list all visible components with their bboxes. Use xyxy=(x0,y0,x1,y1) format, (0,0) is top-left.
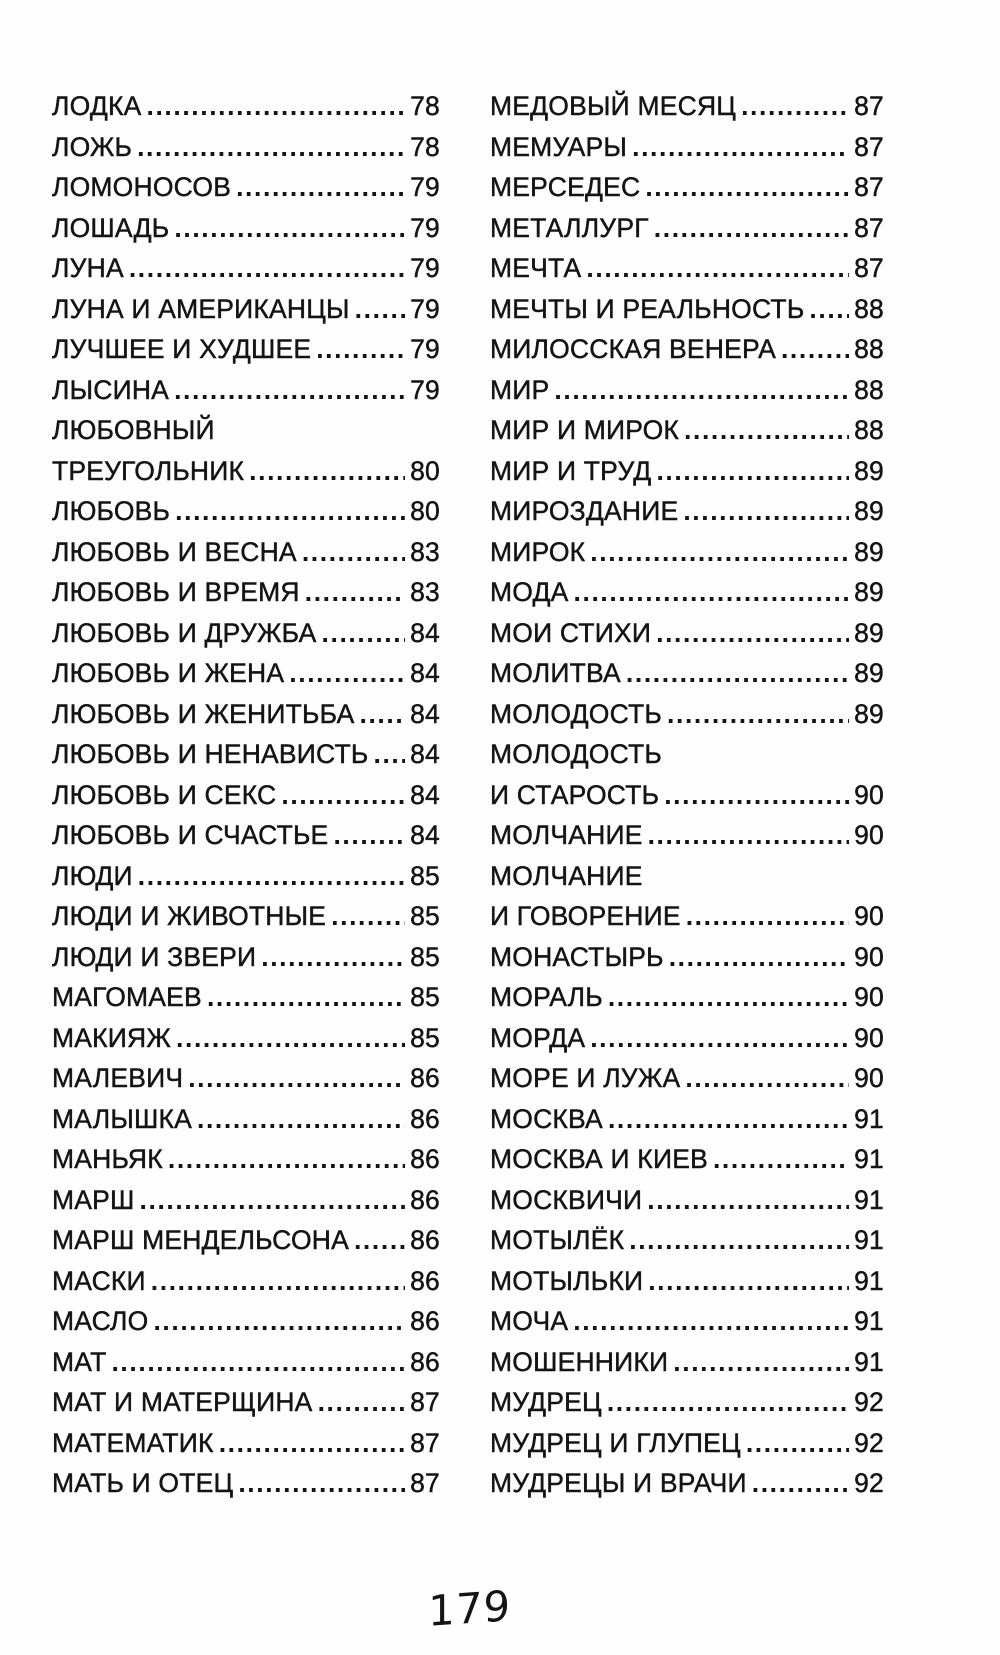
toc-dot-leader xyxy=(236,167,405,208)
toc-dot-leader xyxy=(137,127,405,168)
toc-entry-page: 89 xyxy=(854,617,884,648)
toc-dot-leader xyxy=(302,532,405,573)
toc-entry-title: МЕМУАРЫ xyxy=(490,131,628,162)
toc-entry-page: 87 xyxy=(854,172,884,202)
page-number: 179 xyxy=(428,1581,512,1636)
toc-entry xyxy=(490,208,884,249)
toc-entry-title: МОЛИТВА xyxy=(490,658,621,688)
toc-entry-page: 91 xyxy=(854,1103,884,1134)
toc-entry-title: ЛЮДИ xyxy=(52,860,133,891)
toc-entry-title: И ГОВОРЕНИЕ xyxy=(490,901,681,931)
toc-dot-leader xyxy=(667,694,849,735)
toc-entry-page: 84 xyxy=(410,617,440,648)
toc-entry-page: 85 xyxy=(410,1022,440,1053)
toc-dot-leader xyxy=(684,410,849,451)
toc-dot-leader xyxy=(648,1261,849,1302)
toc-entry-page: 87 xyxy=(854,212,884,243)
toc-entry-page: 84 xyxy=(410,820,440,850)
toc-entry xyxy=(490,1180,884,1221)
toc-entry-title: ЛОЖЬ xyxy=(52,131,133,162)
toc-dot-leader xyxy=(249,451,405,492)
toc-entry xyxy=(490,775,884,816)
toc-dot-leader xyxy=(686,896,849,937)
toc-entry-title: МАРШ МЕНДЕЛЬСОНА xyxy=(52,1225,349,1255)
toc-dot-leader xyxy=(554,370,849,411)
toc-entry xyxy=(52,1180,440,1221)
toc-entry-title: МОСКВА xyxy=(490,1103,603,1134)
toc-dot-leader xyxy=(316,329,405,370)
toc-entry-page: 89 xyxy=(854,698,884,729)
toc-entry xyxy=(490,1139,884,1180)
toc-entry xyxy=(490,248,884,289)
toc-entry-page: 88 xyxy=(854,293,884,324)
toc-dot-leader xyxy=(656,451,849,492)
toc-entry xyxy=(52,694,440,735)
toc-entry-page: 89 xyxy=(854,658,884,688)
toc-entry-page: 78 xyxy=(410,131,440,162)
toc-entry-page: 90 xyxy=(854,1063,884,1093)
toc-column-right xyxy=(490,86,884,1504)
toc-entry-title: МОЧА xyxy=(490,1306,569,1336)
toc-entry-title: МИР И ТРУД xyxy=(490,455,652,486)
toc-entry xyxy=(490,86,884,127)
toc-entry xyxy=(490,613,884,654)
toc-entry xyxy=(52,856,440,897)
toc-entry xyxy=(52,370,440,411)
toc-entry xyxy=(490,127,884,168)
toc-entry-page: 90 xyxy=(854,941,884,972)
toc-entry xyxy=(52,451,440,492)
toc-entry-title: ЛЮДИ И ЖИВОТНЫЕ xyxy=(52,901,327,931)
toc-entry-title: МАЛЫШКА xyxy=(52,1103,192,1134)
toc-entry xyxy=(52,775,440,816)
toc-entry xyxy=(490,856,884,897)
toc-entry-page: 87 xyxy=(410,1468,440,1498)
toc-entry-page: 89 xyxy=(854,577,884,607)
toc-entry-title: МЕТАЛЛУРГ xyxy=(490,212,649,243)
toc-dot-leader xyxy=(318,1382,405,1423)
toc-entry xyxy=(490,289,884,330)
toc-entry xyxy=(490,370,884,411)
toc-entry-title: И СТАРОСТЬ xyxy=(490,779,660,810)
toc-dot-leader xyxy=(683,491,849,532)
toc-entry-page: 91 xyxy=(854,1225,884,1255)
toc-entry-title: ЛЮБОВЬ И СЧАСТЬЕ xyxy=(52,820,329,850)
toc-dot-leader xyxy=(645,167,849,208)
toc-entry-title: МУДРЕЦЫ И ВРАЧИ xyxy=(490,1468,747,1498)
toc-entry xyxy=(490,977,884,1018)
toc-dot-leader xyxy=(648,815,849,856)
toc-entry xyxy=(490,491,884,532)
toc-dot-leader xyxy=(238,1463,405,1504)
toc-entry xyxy=(52,1058,440,1099)
toc-entry-page: 79 xyxy=(410,172,440,202)
toc-entry-title: МУДРЕЦ xyxy=(490,1387,602,1417)
toc-entry-title: МОТЫЛЁК xyxy=(490,1225,625,1255)
toc-entry-title: ЛОШАДЬ xyxy=(52,212,170,243)
toc-dot-leader xyxy=(608,1099,849,1140)
toc-dot-leader xyxy=(647,1180,849,1221)
toc-entry xyxy=(52,248,440,289)
toc-dot-leader xyxy=(629,1220,849,1261)
toc-entry xyxy=(52,977,440,1018)
toc-entry-title: ЛЮБОВЬ И НЕНАВИСТЬ xyxy=(52,739,369,769)
toc-entry xyxy=(52,329,440,370)
toc-entry-title: ЛЮБОВЬ И ДРУЖБА xyxy=(52,617,317,648)
toc-entry xyxy=(52,572,440,613)
toc-entry-page: 88 xyxy=(854,415,884,445)
toc-entry-page: 88 xyxy=(854,374,884,405)
toc-dot-leader xyxy=(656,613,849,654)
toc-entry-page: 86 xyxy=(410,1225,440,1255)
toc-dot-leader xyxy=(175,491,405,532)
toc-entry-title: МОИ СТИХИ xyxy=(490,617,652,648)
toc-entry-page: 91 xyxy=(854,1265,884,1296)
toc-entry-page: 85 xyxy=(410,901,440,931)
toc-dot-leader xyxy=(590,1018,849,1059)
toc-entry xyxy=(52,653,440,694)
toc-entry-title: МОСКВИЧИ xyxy=(490,1184,643,1215)
toc-entry xyxy=(52,208,440,249)
toc-entry-title: ЛУЧШЕЕ И ХУДШЕЕ xyxy=(52,334,312,364)
toc-entry xyxy=(490,1058,884,1099)
toc-entry-page: 79 xyxy=(410,334,440,364)
toc-entry xyxy=(52,532,440,573)
toc-dot-leader xyxy=(746,1423,849,1464)
toc-dot-leader xyxy=(586,248,849,289)
toc-entry-page: 84 xyxy=(410,779,440,810)
toc-entry-page: 79 xyxy=(410,293,440,324)
toc-dot-leader xyxy=(207,977,405,1018)
toc-entry xyxy=(52,1220,440,1261)
toc-dot-leader xyxy=(140,1180,405,1221)
toc-entry-title: МОРДА xyxy=(490,1022,586,1053)
toc-entry-page: 86 xyxy=(410,1346,440,1377)
toc-entry-title: МАТ И МАТЕРЩИНА xyxy=(52,1387,313,1417)
toc-dot-leader xyxy=(573,1301,849,1342)
toc-entry-page: 89 xyxy=(854,455,884,486)
toc-entry-title: ЛЮБОВЬ И СЕКС xyxy=(52,779,277,810)
toc-dot-leader xyxy=(331,896,405,937)
toc-dot-leader xyxy=(673,1342,849,1383)
toc-entry-title: МАТ xyxy=(52,1346,107,1377)
toc-entry-title: МАКИЯЖ xyxy=(52,1022,172,1053)
toc-entry-page: 83 xyxy=(410,577,440,607)
toc-entry-page: 90 xyxy=(854,982,884,1012)
toc-entry-page: 92 xyxy=(854,1387,884,1417)
toc-entry-title: ЛУНА xyxy=(52,253,124,283)
toc-entry-page: 87 xyxy=(410,1427,440,1458)
toc-entry xyxy=(490,1301,884,1342)
toc-entry xyxy=(52,167,440,208)
toc-entry xyxy=(52,1301,440,1342)
toc-entry xyxy=(52,86,440,127)
toc-entry-title: МОДА xyxy=(490,577,569,607)
toc-dot-leader xyxy=(354,1220,405,1261)
toc-entry-title: МИРОЗДАНИЕ xyxy=(490,496,679,526)
toc-dot-leader xyxy=(669,937,849,978)
toc-entry-title: МОРАЛЬ xyxy=(490,982,603,1012)
toc-entry xyxy=(490,329,884,370)
toc-dot-leader xyxy=(153,1301,405,1342)
toc-entry xyxy=(490,167,884,208)
toc-entry xyxy=(52,289,440,330)
toc-entry xyxy=(490,1018,884,1059)
toc-entry-page: 79 xyxy=(410,374,440,405)
toc-entry xyxy=(52,1342,440,1383)
toc-entry xyxy=(52,1018,440,1059)
toc-entry xyxy=(490,653,884,694)
toc-dot-leader xyxy=(174,370,405,411)
toc-dot-leader xyxy=(654,208,849,249)
toc-entry-page: 92 xyxy=(854,1468,884,1498)
toc-entry-page: 85 xyxy=(410,982,440,1012)
toc-dot-leader xyxy=(138,856,405,897)
toc-entry-title: ЛЮБОВЬ xyxy=(52,496,171,526)
toc-entry-page: 87 xyxy=(410,1387,440,1417)
toc-dot-leader xyxy=(713,1139,849,1180)
toc-entry-page: 86 xyxy=(410,1265,440,1296)
toc-entry xyxy=(52,1261,440,1302)
toc-dot-leader xyxy=(809,289,849,330)
toc-entry-page: 87 xyxy=(854,253,884,283)
toc-entry-page: 86 xyxy=(410,1103,440,1134)
toc-entry-page: 91 xyxy=(854,1306,884,1336)
toc-entry-page: 79 xyxy=(410,253,440,283)
toc-dot-leader xyxy=(322,613,405,654)
toc-entry-page: 85 xyxy=(410,941,440,972)
toc-entry-title: МОНАСТЫРЬ xyxy=(490,941,664,972)
toc-entry-title: МОШЕННИКИ xyxy=(490,1346,669,1377)
toc-entry-title: МОЛЧАНИЕ xyxy=(490,820,643,850)
toc-entry xyxy=(52,734,440,775)
toc-entry-page: 84 xyxy=(410,739,440,769)
toc-entry-title: МОТЫЛЬКИ xyxy=(490,1265,644,1296)
toc-entry-title: МОЛОДОСТЬ xyxy=(490,698,663,729)
toc-entry-title: ЛЮБОВНЫЙ xyxy=(52,415,215,445)
toc-dot-leader xyxy=(374,734,406,775)
toc-entry-page: 84 xyxy=(410,698,440,729)
toc-entry-page: 90 xyxy=(854,779,884,810)
toc-dot-leader xyxy=(289,653,405,694)
toc-entry-page: 85 xyxy=(410,860,440,891)
toc-entry-title: ЛОДКА xyxy=(52,91,142,121)
toc-entry xyxy=(52,1463,440,1504)
toc-entry xyxy=(490,1463,884,1504)
toc-dot-leader xyxy=(608,977,849,1018)
toc-entry xyxy=(490,896,884,937)
toc-entry xyxy=(52,410,440,451)
toc-entry-page: 91 xyxy=(854,1346,884,1377)
toc-entry-title: МЕДОВЫЙ МЕСЯЦ xyxy=(490,91,737,121)
toc-entry-title: ЛЮБОВЬ И ВЕСНА xyxy=(52,536,297,567)
toc-dot-leader xyxy=(685,1058,849,1099)
toc-entry xyxy=(490,1382,884,1423)
toc-entry-title: МИР И МИРОК xyxy=(490,415,680,445)
toc-entry-title: ЛЮБОВЬ И ЖЕНА xyxy=(52,658,285,688)
toc-entry-title: МАТЬ И ОТЕЦ xyxy=(52,1468,234,1498)
toc-entry-page: 80 xyxy=(410,496,440,526)
toc-dot-leader xyxy=(281,775,405,816)
toc-dot-leader xyxy=(188,1058,405,1099)
toc-entry-title: МОСКВА И КИЕВ xyxy=(490,1144,708,1174)
toc-entry-title: МЕРСЕДЕС xyxy=(490,172,641,202)
toc-entry-title: МОРЕ И ЛУЖА xyxy=(490,1063,681,1093)
toc-dot-leader xyxy=(176,1018,405,1059)
toc-entry-page: 86 xyxy=(410,1144,440,1174)
toc-entry-page: 88 xyxy=(854,334,884,364)
toc-dot-leader xyxy=(146,86,405,127)
toc-entry xyxy=(490,410,884,451)
toc-dot-leader xyxy=(111,1342,405,1383)
toc-entry xyxy=(52,1099,440,1140)
toc-entry xyxy=(490,572,884,613)
toc-entry-title: МИЛОССКАЯ ВЕНЕРА xyxy=(490,334,776,364)
toc-entry xyxy=(490,1220,884,1261)
toc-entry-page: 90 xyxy=(854,820,884,850)
toc-dot-leader xyxy=(590,532,849,573)
toc-entry-title: МАЛЕВИЧ xyxy=(52,1063,184,1093)
toc-entry-title: МИРОК xyxy=(490,536,586,567)
toc-entry-page: 79 xyxy=(410,212,440,243)
toc-entry-page: 89 xyxy=(854,496,884,526)
toc-dot-leader xyxy=(574,572,849,613)
toc-entry-title: МЕЧТЫ И РЕАЛЬНОСТЬ xyxy=(490,293,805,324)
toc-entry-page: 86 xyxy=(410,1306,440,1336)
toc-dot-leader xyxy=(626,653,849,694)
toc-entry-page: 89 xyxy=(854,536,884,567)
toc-entry-page: 90 xyxy=(854,901,884,931)
toc-entry-title: МАРШ xyxy=(52,1184,135,1215)
toc-entry xyxy=(490,1342,884,1383)
toc-dot-leader xyxy=(752,1463,849,1504)
toc-entry xyxy=(52,815,440,856)
toc-entry-title: МУДРЕЦ И ГЛУПЕЦ xyxy=(490,1427,741,1458)
toc-dot-leader xyxy=(333,815,405,856)
toc-entry-page: 90 xyxy=(854,1022,884,1053)
toc-entry xyxy=(490,1261,884,1302)
toc-entry-title: МАНЬЯК xyxy=(52,1144,163,1174)
toc-dot-leader xyxy=(129,248,405,289)
toc-entry-title: МАТЕМАТИК xyxy=(52,1427,214,1458)
toc-entry xyxy=(490,1423,884,1464)
toc-entry-title: ЛЮБОВЬ И ЖЕНИТЬБА xyxy=(52,698,355,729)
toc-column-left xyxy=(52,86,440,1504)
toc-entry-title: ЛОМОНОСОВ xyxy=(52,172,232,202)
toc-entry xyxy=(52,613,440,654)
toc-entry-page: 84 xyxy=(410,658,440,688)
toc-entry-page: 86 xyxy=(410,1063,440,1093)
folio xyxy=(0,1581,940,1636)
toc-entry xyxy=(490,532,884,573)
toc-entry xyxy=(52,1382,440,1423)
toc-entry-title: ТРЕУГОЛЬНИК xyxy=(52,455,245,486)
toc-dot-leader xyxy=(305,572,405,613)
toc-entry xyxy=(52,491,440,532)
toc-entry-title: МИР xyxy=(490,374,550,405)
toc-entry-page: 91 xyxy=(854,1144,884,1174)
toc-dot-leader xyxy=(781,329,849,370)
toc-dot-leader xyxy=(168,1139,405,1180)
toc-entry-page: 87 xyxy=(854,131,884,162)
toc-entry-title: МОЛЧАНИЕ xyxy=(490,860,643,891)
toc-dot-leader xyxy=(632,127,849,168)
toc-entry xyxy=(52,127,440,168)
toc-dot-leader xyxy=(197,1099,405,1140)
toc-entry xyxy=(490,451,884,492)
toc-dot-leader xyxy=(607,1382,849,1423)
toc-entry-page: 91 xyxy=(854,1184,884,1215)
toc-entry-page: 83 xyxy=(410,536,440,567)
toc-entry-title: МАСЛО xyxy=(52,1306,149,1336)
toc-entry xyxy=(490,815,884,856)
toc-entry xyxy=(490,734,884,775)
toc-entry-title: ЛЮДИ И ЗВЕРИ xyxy=(52,941,257,972)
toc-dot-leader xyxy=(151,1261,405,1302)
toc-entry-title: МАСКИ xyxy=(52,1265,146,1296)
toc-entry-page: 87 xyxy=(854,91,884,121)
toc-entry-page: 86 xyxy=(410,1184,440,1215)
toc-dot-leader xyxy=(261,937,405,978)
toc-entry-title: МЕЧТА xyxy=(490,253,582,283)
toc-dot-leader xyxy=(219,1423,405,1464)
toc-entry xyxy=(52,896,440,937)
toc-entry-page: 92 xyxy=(854,1427,884,1458)
toc-entry xyxy=(52,937,440,978)
toc-entry xyxy=(490,694,884,735)
toc-entry-title: ЛЮБОВЬ И ВРЕМЯ xyxy=(52,577,300,607)
toc-entry-title: МАГОМАЕВ xyxy=(52,982,202,1012)
toc-entry-page: 78 xyxy=(410,91,440,121)
toc-dot-leader xyxy=(174,208,405,249)
toc-entry-page: 80 xyxy=(410,455,440,486)
toc-entry-title: МОЛОДОСТЬ xyxy=(490,739,663,769)
toc-dot-leader xyxy=(741,86,849,127)
toc-entry xyxy=(52,1139,440,1180)
toc-entry xyxy=(490,937,884,978)
toc-dot-leader xyxy=(664,775,849,816)
toc-entry xyxy=(490,1099,884,1140)
toc-entry-title: ЛУНА И АМЕРИКАНЦЫ xyxy=(52,293,350,324)
toc-entry xyxy=(52,1423,440,1464)
toc-dot-leader xyxy=(360,694,406,735)
toc-dot-leader xyxy=(355,289,405,330)
toc-entry-title: ЛЫСИНА xyxy=(52,374,170,405)
